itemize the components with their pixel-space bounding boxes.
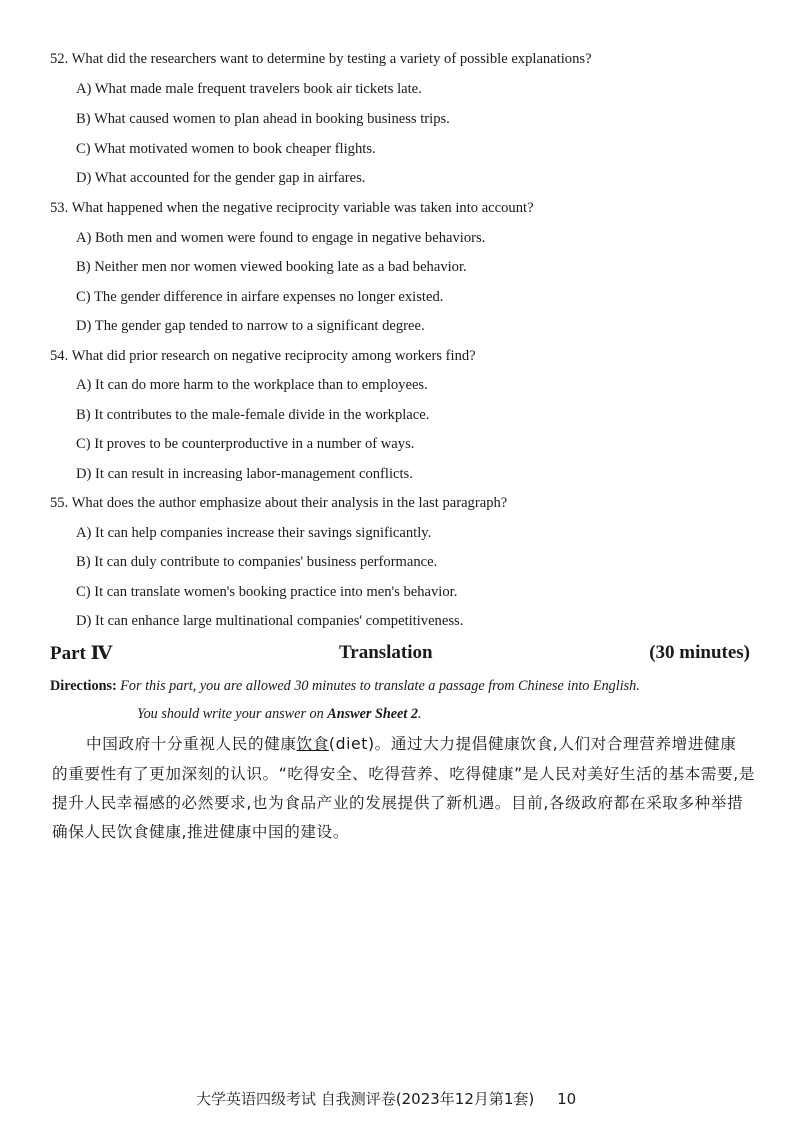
question-53-option-a: A) Both men and women were found to engage in negative behaviors.	[76, 230, 486, 246]
passage-line-3: 提升人民幸福感的必然要求,也为食品产业的发展提供了新机遇。目前,各级政府都在采取多种举措	[52, 794, 744, 812]
passage-line-1	[86, 735, 786, 753]
question-53-stem: 53. What happened when the negative reciprocity variable was taken into account?	[50, 200, 534, 216]
part-time: (30 minutes)	[649, 642, 750, 663]
directions-text-1: For this part, you are allowed 30 minutes to translate a passage from Chinese into English.	[116, 678, 640, 694]
question-55-option-b: B) It can duly contribute to companies' business performance.	[76, 554, 438, 570]
directions-label: Directions:	[50, 678, 117, 694]
directions-line-1	[50, 677, 640, 695]
directions-line-2	[137, 705, 421, 723]
passage-line-1-end: (diet)。通过大力提倡健康饮食,人们对合理营养增进健康	[328, 735, 737, 753]
question-53-option-d: D) The gender gap tended to narrow to a significant degree.	[76, 318, 425, 334]
question-53-option-c: C) The gender difference in airfare expenses no longer existed.	[76, 289, 444, 305]
page-number: 10	[557, 1090, 577, 1108]
passage-underlined-term: 饮食	[296, 735, 329, 753]
question-52-stem: 52. What did the researchers want to determine by testing a variety of possible explanations?	[50, 51, 592, 67]
question-54-option-d: D) It can result in increasing labor-management conflicts.	[76, 466, 413, 482]
directions-text-2-end: .	[417, 706, 422, 722]
footer-title: 大学英语四级考试 自我测评卷(2023年12月第1套)	[196, 1090, 535, 1108]
question-52-option-c: C) What motivated women to book cheaper flights.	[76, 141, 376, 157]
question-54-stem: 54. What did prior research on negative reciprocity among workers find?	[50, 348, 476, 364]
question-54-option-a: A) It can do more harm to the workplace than to employees.	[76, 377, 428, 393]
passage-line-1-start: 中国政府十分重视人民的健康	[86, 735, 297, 753]
question-54-option-c: C) It proves to be counterproductive in a number of ways.	[76, 436, 415, 452]
page-footer	[196, 1088, 576, 1109]
question-54-option-b: B) It contributes to the male-female divide in the workplace.	[76, 407, 430, 423]
passage-line-4: 确保人民饮食健康,推进健康中国的建设。	[52, 823, 350, 841]
question-52-option-a: A) What made male frequent travelers book air tickets late.	[76, 81, 422, 97]
part-title: Translation	[339, 642, 433, 663]
question-52-option-d: D) What accounted for the gender gap in airfares.	[76, 170, 366, 186]
question-55-option-a: A) It can help companies increase their savings significantly.	[76, 525, 432, 541]
question-53-option-b: B) Neither men nor women viewed booking late as a bad behavior.	[76, 259, 467, 275]
passage-line-2: 的重要性有了更加深刻的认识。“吃得安全、吃得营养、吃得健康”是人民对美好生活的基本需要,是	[52, 765, 756, 783]
answer-sheet-ref: Answer Sheet 2	[327, 706, 418, 722]
question-55-stem: 55. What does the author emphasize about their analysis in the last paragraph?	[50, 495, 508, 511]
question-52-option-b: B) What caused women to plan ahead in booking business trips.	[76, 111, 450, 127]
question-55-option-c: C) It can translate women's booking practice into men's behavior.	[76, 584, 458, 600]
part-heading	[50, 642, 750, 666]
question-55-option-d: D) It can enhance large multinational companies' competitiveness.	[76, 613, 464, 629]
directions-text-2: You should write your answer on	[137, 706, 328, 722]
part-label: Part Ⅳ	[50, 643, 113, 664]
